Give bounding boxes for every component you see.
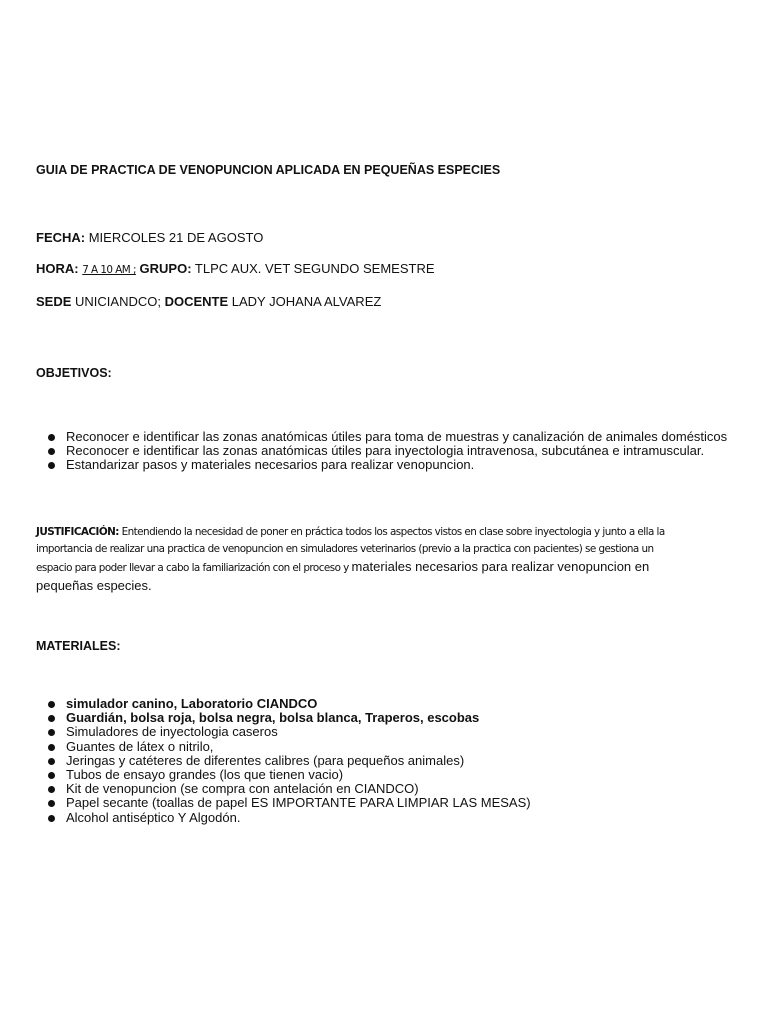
docente-value: LADY JOHANA ALVAREZ [228,294,382,309]
bullet-icon [48,772,55,779]
justificacion-line-4: pequeñas especies. [36,578,152,593]
hora-value: 7 A 10 AM ; [82,264,136,276]
justificacion-line-2: importancia de realizar una practica de venopuncion en simuladores veterinarios (previo a la practica con pacientes) se gestiona un [36,542,654,555]
objetivo-text: Reconocer e identificar las zonas anatómicas útiles para inyectologia intravenosa, subcutánea e intramuscular. [66,443,705,459]
docente-label: DOCENTE [164,294,229,309]
bullet-icon [48,701,55,708]
list-item [48,711,531,725]
bullet-icon [48,729,55,736]
list-item [48,811,531,825]
sede-label: SEDE [36,294,72,309]
list-item [48,796,531,810]
material-text: Jeringas y catéteres de diferentes calibres (para pequeños animales) [66,752,465,768]
list-item [48,740,531,754]
material-text: Kit de venopuncion (se compra con antelación en CIANDCO) [66,781,419,797]
objetivo-text: Reconocer e identificar las zonas anatómicas útiles para toma de muestras y canalización de animales domésticos [66,429,728,444]
justificacion-paragraph [36,524,736,595]
material-text: Guantes de látex o nitrilo, [66,738,214,754]
material-text: Simuladores de inyectologia caseros [66,724,278,740]
bullet-icon [48,786,55,793]
objetivos-list [48,430,727,473]
list-item [48,782,531,796]
hora-line [36,261,435,278]
material-text: Tubos de ensayo grandes (los que tienen vacio) [66,767,344,783]
hora-label: HORA: [36,261,79,276]
sede-line [36,294,381,310]
fecha-label: FECHA: [36,230,86,245]
bullet-icon [48,715,55,722]
list-item [48,754,531,768]
material-text: Papel secante (toallas de papel ES IMPORTANTE PARA LIMPIAR LAS MESAS) [66,795,531,811]
grupo-value: TLPC AUX. VET SEGUNDO SEMESTRE [191,261,435,276]
materiales-heading: MATERIALES: [36,639,121,653]
justificacion-line-1 [36,524,736,541]
justificacion-text-1: Entendiendo la necesidad de poner en práctica todos los aspectos vistos en clase sobre inyectologia y junto a ella la [118,526,665,538]
justificacion-text-3b: materiales necesarios para realizar venopuncion en [351,559,650,574]
document-title: GUIA DE PRACTICA DE VENOPUNCION APLICADA EN PEQUEÑAS ESPECIES [36,163,501,177]
objetivo-text: Estandarizar pasos y materiales necesarios para realizar venopuncion. [66,457,475,473]
objetivos-heading: OBJETIVOS: [36,366,112,380]
justificacion-text-3a: espacio para poder llevar a cabo la familiarización con el proceso y [36,562,352,574]
justificacion-line-3 [36,557,736,578]
bullet-icon [48,758,55,765]
list-item [48,725,531,739]
material-text: simulador canino, Laboratorio CIANDCO [66,696,318,711]
material-text: Alcohol antiséptico Y Algodón. [66,809,241,825]
material-text: Guardián, bolsa roja, bolsa negra, bolsa blanca, Traperos, escobas [66,710,480,726]
justificacion-label: JUSTIFICACIÓN: [36,526,119,538]
fecha-line [36,230,263,246]
list-item [48,697,531,711]
list-item [48,458,727,472]
list-item [48,430,727,444]
grupo-label: GRUPO: [135,261,192,276]
fecha-value: MIERCOLES 21 DE AGOSTO [85,230,264,245]
bullet-icon [48,815,55,822]
list-item [48,768,531,782]
bullet-icon [48,448,55,455]
sede-value: UNICIANDCO; [71,294,165,309]
bullet-icon [48,744,55,751]
bullet-icon [48,462,55,469]
bullet-icon [48,434,55,441]
materiales-list [48,697,531,825]
bullet-icon [48,800,55,807]
list-item [48,444,727,458]
